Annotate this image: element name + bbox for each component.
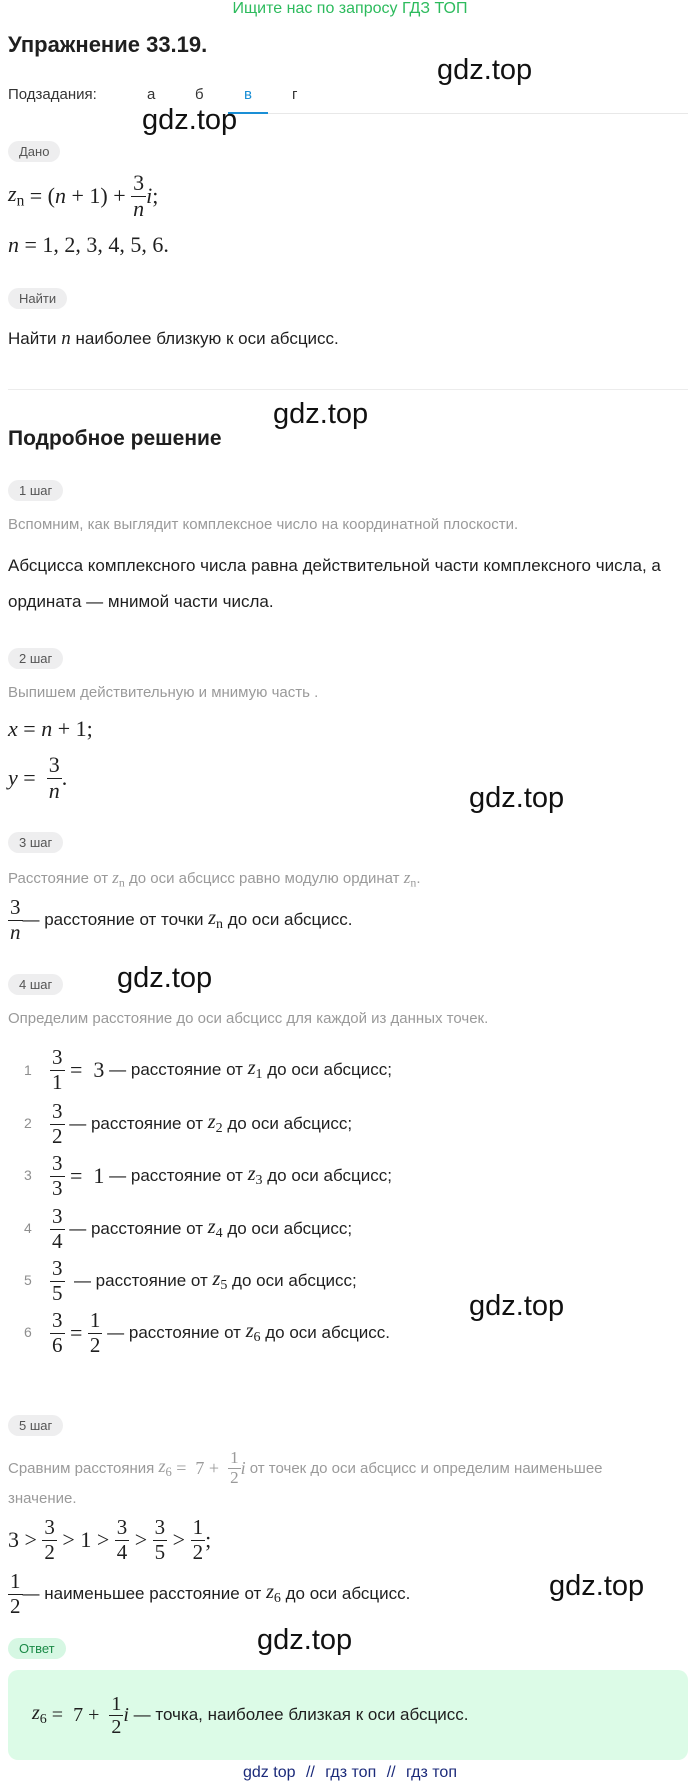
list-number: 3 bbox=[24, 1167, 32, 1183]
list-number: 4 bbox=[24, 1220, 32, 1236]
footer-separator: // bbox=[305, 1764, 315, 1781]
footer-links bbox=[0, 1764, 700, 1782]
list-number: 5 bbox=[24, 1272, 32, 1288]
step-3-hint: Расстояние от $z_n$ до оси абсцисс равно модулю ординат $z_n$. bbox=[8, 868, 421, 890]
tab-subtask-b[interactable]: б bbox=[195, 86, 204, 103]
watermark: gdz.top bbox=[437, 54, 533, 86]
step-4-hint: Определим расстояние до оси абсцисс для каждой из данных точек. bbox=[8, 1010, 489, 1027]
list-item: $\frac{3}{6}$ = $\frac{1}{2}$ — расстояние от $z_6$ до оси абсцисс. bbox=[52, 1308, 390, 1357]
tab-subtask-v[interactable]: в bbox=[244, 86, 252, 103]
solution-title: Подробное решение bbox=[8, 427, 222, 450]
watermark: gdz.top bbox=[469, 782, 565, 814]
exercise-title: Упражнение 33.19. bbox=[8, 32, 208, 57]
step-2-formula-x: x = n + 1; bbox=[8, 716, 93, 741]
given-formula: $z_n$ = ( n + 1) + $\frac{3}{n}$ i ; bbox=[8, 170, 159, 221]
list-number: 2 bbox=[24, 1115, 32, 1131]
step-2-badge: 2 шаг bbox=[8, 648, 63, 669]
step-1-text: Абсцисса комплексного числа равна действительной части комплексного числа, а ордината — мнимой части числа. bbox=[8, 556, 661, 611]
subtasks-label: Подзадания: bbox=[8, 86, 97, 103]
footer-separator: // bbox=[386, 1764, 396, 1781]
watermark: gdz.top bbox=[257, 1624, 353, 1656]
step-5-hint: Сравним расстояния $z_6$ = 7 + $\frac{1}{2}$ i от точек до оси абсцисс и определим наименьшее bbox=[8, 1447, 603, 1487]
tab-subtask-a[interactable]: а bbox=[147, 86, 156, 103]
footer-link-gdz-top-ru-2[interactable]: гдз топ bbox=[406, 1764, 457, 1781]
given-badge: Дано bbox=[8, 141, 60, 162]
step-4-badge: 4 шаг bbox=[8, 974, 63, 995]
list-item: $\frac{3}{1}$ = 3 — расстояние от $z_1$ до оси абсцисс; bbox=[52, 1045, 392, 1094]
footer-link-gdz-top-ru[interactable]: гдз топ bbox=[325, 1764, 377, 1781]
list-number: 6 bbox=[24, 1324, 32, 1340]
step-5-hint-line2: значение. bbox=[8, 1490, 77, 1507]
section-divider bbox=[8, 389, 688, 390]
step-2-formula-y: y = $\frac{3}{n}$ . bbox=[8, 752, 68, 803]
step-5-badge: 5 шаг bbox=[8, 1415, 63, 1436]
list-number: 1 bbox=[24, 1062, 32, 1078]
answer-text: $z_6$ = 7 + $\frac{1}{2}$ i — точка, наиболее близкая к оси абсцисс. bbox=[32, 1692, 469, 1738]
find-badge: Найти bbox=[8, 288, 67, 309]
watermark: gdz.top bbox=[273, 398, 369, 430]
subtasks-divider bbox=[268, 113, 688, 114]
step-3-badge: 3 шаг bbox=[8, 832, 63, 853]
find-text: Найти n наиболее близкую к оси абсцисс. bbox=[8, 328, 339, 349]
tab-subtask-g[interactable]: г bbox=[292, 86, 298, 103]
watermark: gdz.top bbox=[117, 962, 213, 994]
step-5-inequality: 3 > $\frac{3}{2}$ > 1 > $\frac{3}{4}$ > $\frac{3}{5}$ > $\frac{1}{2}$ ; bbox=[8, 1515, 212, 1564]
watermark: gdz.top bbox=[469, 1290, 565, 1322]
list-item: $\frac{3}{3}$ = 1 — расстояние от $z_3$ до оси абсцисс; bbox=[52, 1151, 392, 1200]
step-1-badge: 1 шаг bbox=[8, 480, 63, 501]
top-banner-link[interactable]: Ищите нас по запросу ГДЗ ТОП bbox=[232, 0, 468, 17]
watermark: gdz.top bbox=[142, 104, 238, 136]
step-2-hint: Выпишем действительную и мнимую часть . bbox=[8, 684, 319, 701]
step-1-hint: Вспомним, как выглядит комплексное число на координатной плоскости. bbox=[8, 516, 519, 533]
list-item: $\frac{3}{5}$ — расстояние от $z_5$ до оси абсцисс; bbox=[52, 1256, 357, 1305]
list-item: $\frac{3}{2}$ — расстояние от $z_2$ до оси абсцисс; bbox=[52, 1099, 353, 1148]
given-n-values: n = 1, 2, 3, 4, 5, 6. bbox=[8, 232, 169, 257]
footer-link-gdz-top[interactable]: gdz top bbox=[243, 1764, 296, 1781]
answer-badge: Ответ bbox=[8, 1638, 66, 1659]
watermark: gdz.top bbox=[549, 1570, 645, 1602]
list-item: $\frac{3}{4}$ — расстояние от $z_4$ до оси абсцисс; bbox=[52, 1204, 353, 1253]
step-3-text: $\frac{3}{n}$ — расстояние от точки $z_n$ до оси абсцисс. bbox=[10, 895, 353, 944]
step-5-text: $\frac{1}{2}$ — наименьшее расстояние от $z_6$ до оси абсцисс. bbox=[10, 1569, 411, 1618]
